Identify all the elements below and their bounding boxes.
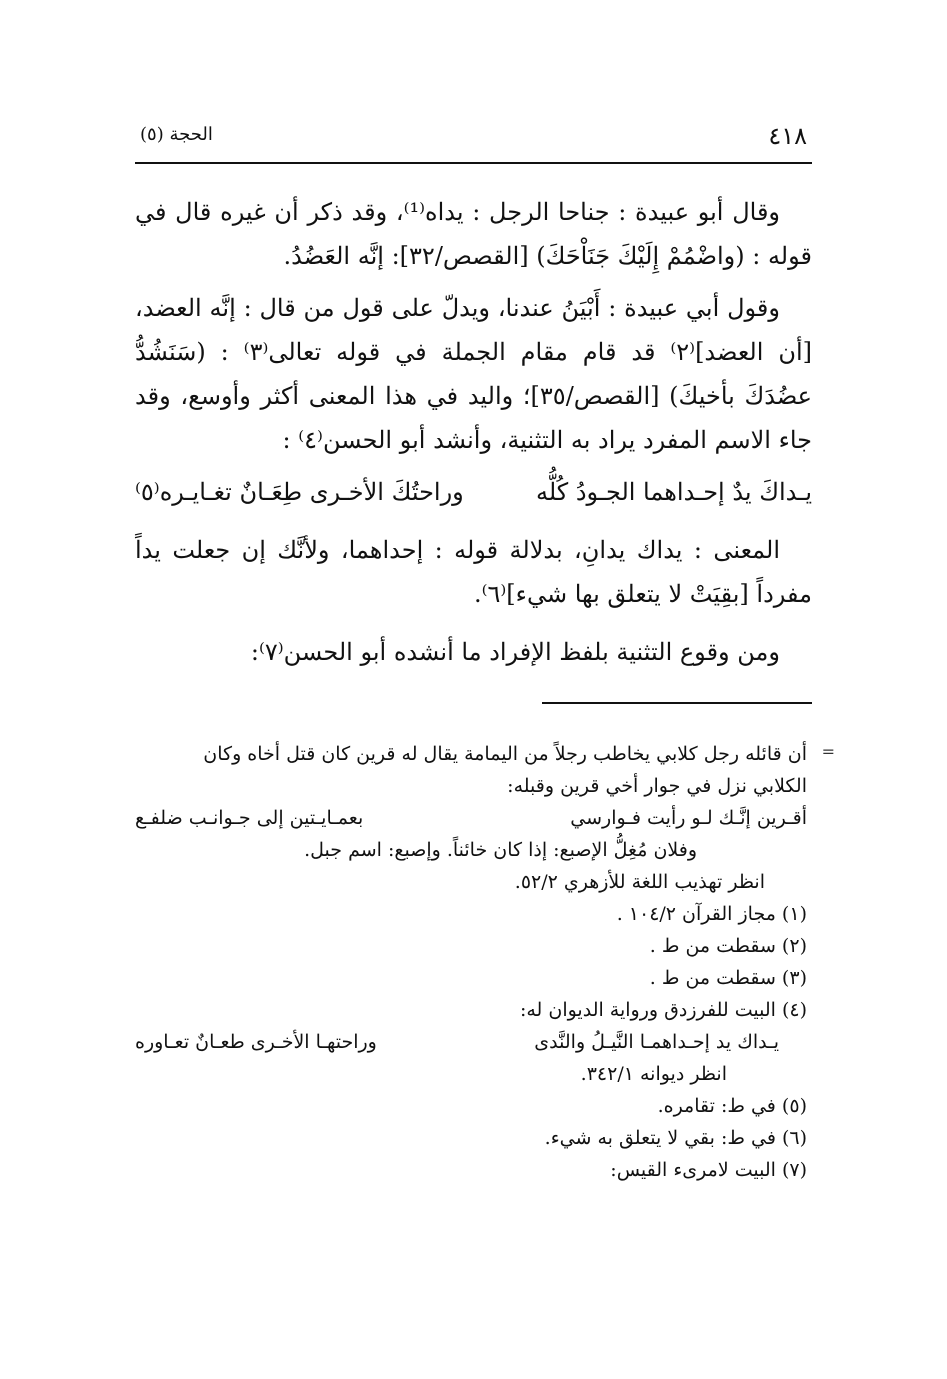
footnotes [135, 738, 807, 1186]
footnote-continuation-line-2: الكلابي نزل في جوار أخي قرين وقبله: [507, 775, 807, 797]
footnote-4-verse-second: وراحتهـا الأخـرى طعـانٌ تعـاوره [135, 1031, 377, 1053]
footnote-7: (٧) البيت لامرىء القيس: [610, 1159, 807, 1181]
footnote-continuation-line-3: وفلان مُغِلُّ الإصبع: إذا كان خائناً. وإصبع: اسم جبل. [304, 839, 697, 861]
verse-1 [135, 470, 812, 514]
footnote-verse-second: بعمـايـتين إلى جـوانـب ضلفـع [135, 807, 364, 829]
footnote-4-verse-first: يـداك يد إحـداهمـا النَّيـلُ والنَّدى [534, 1031, 779, 1053]
paragraph-4: ومن وقوع التثنية بلفظ الإفراد ما أنشده أبو الحسن⁽٧⁾: [250, 638, 780, 666]
footnote-4: (٤) البيت للفرزدق ورواية الديوان له: [519, 999, 807, 1021]
footnote-1: (١) مجاز القرآن ١٠٤/٢ . [616, 903, 807, 925]
footnote-continuation-verse [135, 802, 807, 834]
footnote-4-source: انظر ديوانه ٣٤٢/١. [580, 1063, 727, 1085]
footnote-continuation-line-4: انظر تهذيب اللغة للأزهري ٥٢/٢. [514, 871, 765, 893]
footnote-rule [542, 702, 812, 704]
continuation-mark: = [821, 742, 835, 761]
footnote-5: (٥) في ط: تقامره. [657, 1095, 807, 1117]
footnote-4-verse [135, 1026, 779, 1058]
running-title: الحجة (٥) [140, 124, 213, 145]
page-number: ٤١٨ [768, 122, 807, 150]
paragraph-2: وقول أبي عبيدة : أَبْيَنُ عندنا، ويدلّ على قول من قال : إنَّه العضد، [أن العضد]⁽٢⁾ قد قام مقام الجملة في قوله تعالى⁽٣⁾ : (سَنَشُدُّ عضُدَكَ بأخيكَ) [القصص/٣٥]؛ واليد في هذا المعنى أكثر وأوسع، وقد جاء الاسم المفرد يراد به التثنية، وأنشد أبو الحسن⁽٤⁾ : [135, 294, 812, 454]
verse-1-first-hemistich: يـداكَ يدٌ إحـداهما الجـودُ كُلُّه [535, 478, 812, 506]
header-rule [135, 162, 812, 164]
footnote-2: (٢) سقطت من ط . [649, 935, 807, 957]
footnote-continuation-line-1: أن قائله رجل كلابي يخاطب رجلاً من اليمامة يقال له قرين كان قتل أخاه وكان [203, 743, 807, 765]
page-header [140, 120, 807, 156]
footnote-6: (٦) في ط: بقي لا يتعلق به شيء. [544, 1127, 807, 1149]
footnote-3: (٣) سقطت من ط . [649, 967, 807, 989]
verse-1-second-hemistich: وراحتُكَ الأخـرى طِعَـانٌ تغـايـره⁽٥⁾ [135, 478, 464, 506]
footnote-verse-first: أقـرين إنَّـك لـو رأيت فـوارسي [570, 807, 807, 829]
paragraph-1: وقال أبو عبيدة : جناحا الرجل : يداه⁽¹⁾، وقد ذكر أن غيره قال في قوله : (واضْمُمْ إِلَيْكَ جَنَاْحَكَ) [القصص/٣٢]: إنَّه العَضُدُ. [135, 198, 812, 270]
main-text [135, 190, 812, 682]
paragraph-3: المعنى : يداك يدانِ، بدلالة قوله : إحداهما، ولأنَّك إن جعلت يداً مفرداً [بقِيَتْ لا يتعلق بها شيء]⁽٦⁾. [135, 536, 812, 608]
